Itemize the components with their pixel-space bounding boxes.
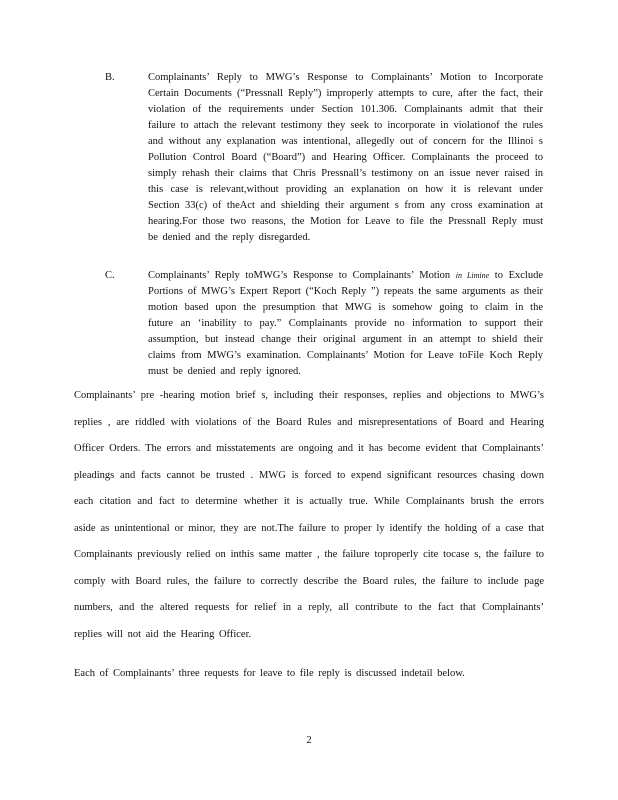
list-item-text-part: to Exclude Portions of MWG’s Expert Report (“Koch Reply ”) repeats the same arguments as their motion based upon the presumption that MWG is somehow going to claim in the future an ‘inability to pay.” Complainants provide no information to support their assumption, but instead change their original argument in an attempt to shield their claims from MWG’s examination. Complainants’ Motion for Leave toFile Koch Reply must be denied and reply ignored. — [148, 270, 543, 377]
list-item-label: B. — [105, 72, 115, 83]
body-paragraph: Complainants’ pre -hearing motion brief s, including their responses, replies and objections to MWG’s replies , are riddled with violations of the Board Rules and misrepresentations of Board and Hearing Officer Orders. The errors and misstatements are ongoing and it has become evident that Complainants’ pleadings and facts cannot be trusted . MWG is forced to expend significant resources chasing down each citation and fact to determine whether it is actually true. While Complainants brush the errors aside as unintentional or minor, they are not.The failure to proper ly identify the holding of a case that Complainants previously relied on inthis same matter , the failure toproperly cite tocase s, the failure to comply with Board rules, the failure to correctly describe the Board rules, the failure to include page numbers, and the altered requests for relief in a reply, all contribute to the fact that Complainants’ replies will not aid the Hearing Officer. — [74, 390, 544, 640]
body-paragraph: Each of Complainants’ three requests for leave to file reply is discussed indetail below. — [74, 668, 465, 679]
list-item-italic-text: in Limine — [455, 271, 490, 280]
list-item-label: C. — [105, 270, 115, 281]
list-item-text-part: Complainants’ Reply toMWG’s Response to Complainants’ Motion — [148, 270, 456, 281]
page-number: 2 — [306, 735, 312, 746]
list-item-text: Complainants’ Reply to MWG’s Response to Complainants’ Motion to Incorporate Certain Documents (“Pressnall Reply”) improperly attempts to cure, after the fact, their violation of the requirements under Section 101.306. Complainants admit that their failure to attach the relevant testimony they seek to incorporate in violationof the rules and without any explanation was intentional, allegedly out of concern for the Illinoi s Pollution Control Board (“Board”) and Hearing Officer. Complainants the proceed to simply rehash their claims that Chris Pressnall’s testimony on an issue never raised in this case is relevant,without providing an explanation on how it is relevant under Section 33(c) of theAct and shielding their argument s from any cross examination at hearing.For those two reasons, the Motion for Leave to file the Pressnall Reply must be denied and the reply disregarded. — [148, 72, 543, 243]
list-item-text — [148, 268, 543, 380]
